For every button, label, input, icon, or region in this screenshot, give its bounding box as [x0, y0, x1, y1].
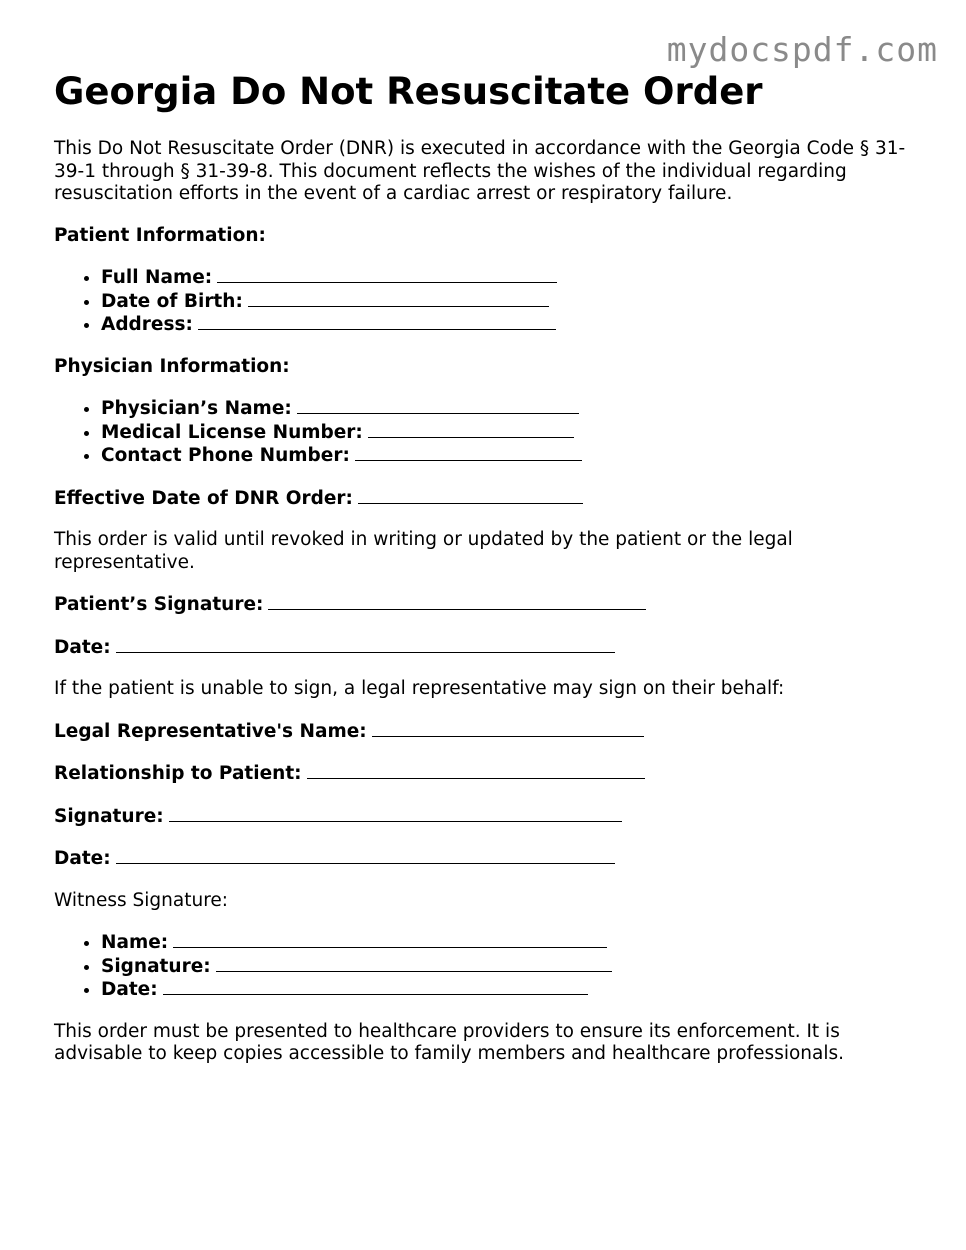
patient-full-name-field[interactable] — [217, 266, 557, 283]
physician-info-heading: Physician Information: — [54, 355, 290, 377]
witness-signature-label: Signature: — [101, 955, 211, 977]
representative-intro: If the patient is unable to sign, a legal representative may sign on their behalf: — [54, 678, 785, 699]
witness-date-label: Date: — [101, 979, 158, 1000]
witness-signature-field[interactable] — [216, 955, 612, 972]
patient-date-field[interactable] — [116, 636, 615, 653]
patient-full-name-item — [101, 266, 914, 290]
witness-name-label: Name: — [101, 932, 169, 953]
physician-name-label: Physician’s Name: — [101, 398, 292, 419]
medical-license-label: Medical License Number: — [101, 421, 363, 443]
witness-name-field[interactable] — [173, 931, 607, 948]
rep-relationship-row — [54, 762, 914, 786]
physician-name-field[interactable] — [297, 397, 579, 414]
patient-info-heading: Patient Information: — [54, 224, 266, 246]
witness-list — [54, 931, 914, 1002]
intro-paragraph: This Do Not Resuscitate Order (DNR) is executed in accordance with the Georgia Code § 31-39-1 through § 31-39-8. This document reflects the wishes of the individual regarding resuscitation efforts in the event of a cardiac arrest or respiratory failure. — [54, 138, 906, 204]
physician-info-list — [54, 397, 914, 468]
validity-paragraph: This order is valid until revoked in writing or updated by the patient or the legal representative. — [54, 529, 793, 573]
document-page — [54, 70, 914, 1085]
rep-name-field[interactable] — [372, 720, 644, 737]
witness-name-item — [101, 931, 914, 955]
closing-paragraph: This order must be presented to healthcare providers to ensure its enforcement. It is advisable to keep copies accessible to family members and healthcare professionals. — [54, 1020, 845, 1064]
patient-dob-label: Date of Birth: — [101, 290, 243, 312]
patient-signature-label: Patient’s Signature: — [54, 594, 264, 615]
rep-date-field[interactable] — [116, 847, 615, 864]
patient-dob-field[interactable] — [248, 290, 549, 307]
medical-license-field[interactable] — [368, 421, 574, 438]
patient-full-name-label: Full Name: — [101, 267, 213, 288]
patient-date-label: Date: — [54, 636, 111, 658]
rep-relationship-field[interactable] — [307, 762, 645, 779]
patient-info-list — [54, 266, 914, 337]
rep-name-label: Legal Representative's Name: — [54, 720, 367, 742]
contact-phone-field[interactable] — [355, 444, 582, 461]
patient-address-item — [101, 313, 914, 337]
document-title: Georgia Do Not Resuscitate Order — [54, 70, 763, 113]
witness-heading: Witness Signature: — [54, 889, 229, 911]
physician-name-item — [101, 397, 914, 421]
witness-signature-item — [101, 955, 914, 979]
rep-signature-field[interactable] — [169, 805, 622, 822]
patient-dob-item — [101, 290, 914, 314]
contact-phone-label: Contact Phone Number: — [101, 445, 350, 466]
witness-date-field[interactable] — [163, 978, 588, 995]
medical-license-item — [101, 421, 914, 445]
patient-address-field[interactable] — [198, 313, 556, 330]
rep-signature-row — [54, 805, 914, 829]
rep-signature-label: Signature: — [54, 805, 164, 827]
rep-date-row — [54, 847, 914, 871]
rep-date-label: Date: — [54, 848, 111, 869]
patient-signature-field[interactable] — [268, 593, 646, 610]
rep-relationship-label: Relationship to Patient: — [54, 763, 302, 784]
witness-date-item — [101, 978, 914, 1002]
watermark: mydocspdf.com — [666, 30, 938, 69]
effective-date-field[interactable] — [358, 487, 583, 504]
rep-name-row — [54, 720, 914, 744]
patient-address-label: Address: — [101, 314, 193, 335]
effective-date-label: Effective Date of DNR Order: — [54, 487, 353, 509]
patient-date-row — [54, 636, 914, 660]
patient-signature-row — [54, 593, 914, 617]
effective-date-row — [54, 487, 914, 511]
contact-phone-item — [101, 444, 914, 468]
